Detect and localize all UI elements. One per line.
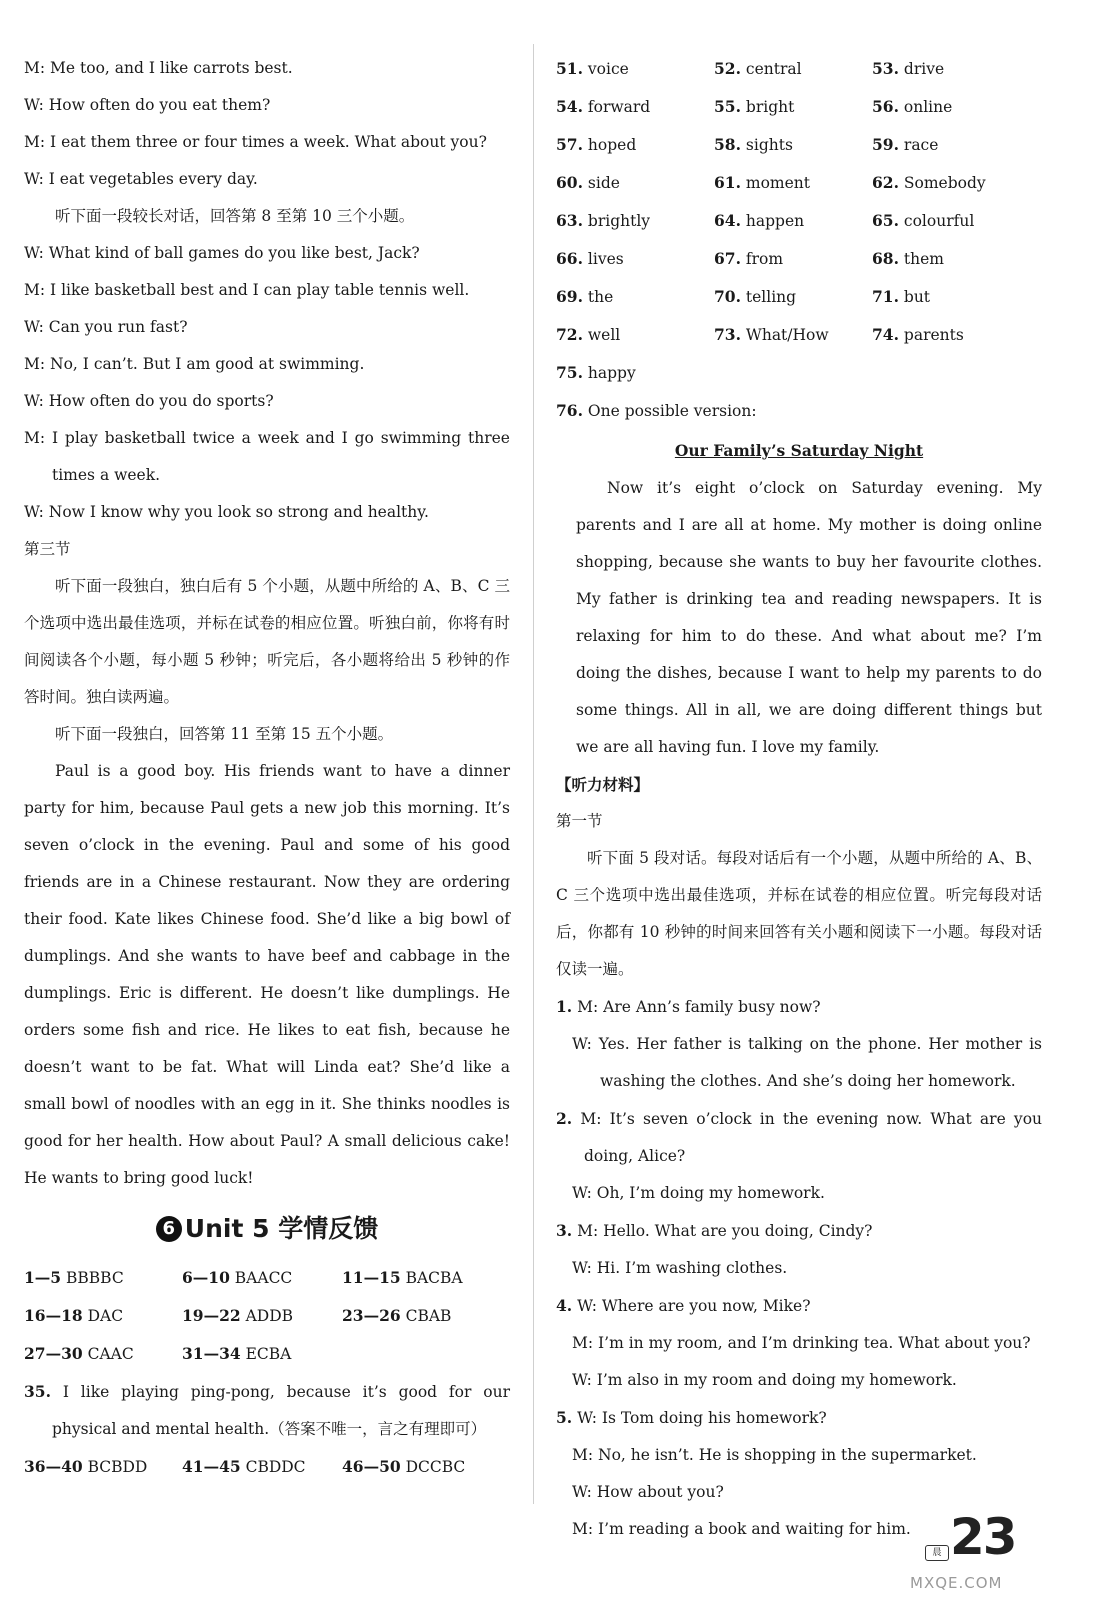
word-answer (714, 240, 872, 278)
word-text: voice (587, 60, 629, 78)
conversation-number: 1. (556, 997, 573, 1016)
conversation-line (556, 1026, 1042, 1100)
page-tag-icon: 晨 (925, 1545, 949, 1561)
word-number: 73. (714, 325, 741, 344)
dialogue-text: Hi. I’m washing clothes. (596, 1259, 788, 1277)
answer-letters: BCBDD (87, 1458, 148, 1476)
word-answers (556, 50, 1042, 392)
answer-cell (182, 1297, 342, 1335)
word-text: race (903, 136, 939, 154)
speaker: W: (24, 503, 44, 521)
word-answer (714, 88, 872, 126)
word-number: 70. (714, 287, 741, 306)
page-number: 23 (950, 1508, 1016, 1566)
word-text: colourful (903, 212, 975, 230)
speaker: W: (24, 318, 44, 336)
conversation-line (556, 988, 1042, 1026)
answer-cell (182, 1259, 342, 1297)
answer-cell (24, 1448, 182, 1486)
watermark-text: MXQE.COM (910, 1574, 1003, 1592)
word-text: well (587, 326, 621, 344)
speaker: W: (24, 244, 44, 262)
dialogue-text: Now I know why you look so strong and healthy. (48, 503, 429, 521)
word-answer (872, 278, 1030, 316)
word-answer (872, 164, 1030, 202)
word-answer (556, 50, 714, 88)
dialogue-text: It’s seven o’clock in the evening now. What are you doing, Alice? (584, 1110, 1043, 1165)
answer-range: 11—15 (342, 1268, 401, 1287)
answer-35: 35. I like playing ping-pong, because it’s good for our physical and mental health.（答案不唯一，言之有理即可） (24, 1382, 510, 1438)
word-number: 60. (556, 173, 583, 192)
word-text: telling (745, 288, 797, 306)
speaker: W: (572, 1184, 592, 1202)
word-number: 55. (714, 97, 741, 116)
dialogue-text: I’m also in my room and doing my homework. (596, 1371, 957, 1389)
word-answer (714, 50, 872, 88)
speaker: W: (24, 170, 44, 188)
conversation-line (556, 1362, 1042, 1399)
dialogue-text: I like basketball best and I can play table tennis well. (50, 281, 470, 299)
section-3-instruction: 听下面一段独白，独白后有 5 个小题，从题中所给的 A、B、C 三个选项中选出最佳选项，并标在试卷的相应位置。听独白前，你将有时间阅读各个小题，每小题 5 秒钟；听完后，各小题将给出 5 秒钟的作答时间。独白读两遍。 (24, 577, 510, 706)
word-number: 52. (714, 59, 741, 78)
dialogue-text: No, I can’t. But I am good at swimming. (50, 355, 365, 373)
dialogue-text: Is Tom doing his homework? (601, 1409, 827, 1427)
word-answer (556, 88, 714, 126)
word-number: 69. (556, 287, 583, 306)
answer-letters: DCCBC (405, 1458, 466, 1476)
word-number: 65. (872, 211, 899, 230)
dialogue-a (24, 50, 510, 198)
instruction-8-10: 听下面一段较长对话，回答第 8 至第 10 三个小题。 (55, 207, 415, 225)
word-number: 57. (556, 135, 583, 154)
dialogue-line (24, 420, 510, 494)
section-1-heading: 第一节 (556, 812, 603, 830)
word-number: 67. (714, 249, 741, 268)
word-number: 74. (872, 325, 899, 344)
speaker: M: (24, 429, 46, 447)
word-answer (714, 202, 872, 240)
speaker: W: (24, 392, 44, 410)
answer-row (24, 1335, 510, 1373)
word-answer (556, 240, 714, 278)
instruction-11-15: 听下面一段独白，回答第 11 至第 15 五个小题。 (55, 725, 394, 743)
conversation-line (556, 1474, 1042, 1511)
speaker: M: (24, 59, 46, 77)
word-number: 56. (872, 97, 899, 116)
conversation-number: 5. (556, 1408, 573, 1427)
word-text: hoped (587, 136, 637, 154)
word-text: happen (745, 212, 805, 230)
answer-cell (342, 1259, 492, 1297)
unit-title-text: Unit 5 学情反馈 (184, 1214, 379, 1243)
word-text: side (587, 174, 620, 192)
word-text: from (745, 250, 784, 268)
speaker: M: (24, 281, 46, 299)
answer-row (24, 1259, 510, 1297)
word-number: 63. (556, 211, 583, 230)
word-text: parents (903, 326, 964, 344)
word-number: 72. (556, 325, 583, 344)
speaker: M: (577, 998, 599, 1016)
word-text: moment (745, 174, 811, 192)
dialogue-line (24, 494, 510, 531)
dialogue-line (24, 124, 510, 161)
speaker: M: (24, 133, 46, 151)
word-text: brightly (587, 212, 651, 230)
dialogue-text: I’m in my room, and I’m drinking tea. What about you? (598, 1334, 1031, 1352)
speaker: W: (572, 1259, 592, 1277)
word-answer (714, 316, 872, 354)
answer-key (24, 1259, 510, 1373)
dialogue-text: Oh, I’m doing my homework. (596, 1184, 825, 1202)
answer-cell (182, 1448, 342, 1486)
word-text: bright (745, 98, 795, 116)
answer-letters: CBDDC (245, 1458, 306, 1476)
word-text: them (903, 250, 944, 268)
word-number: 51. (556, 59, 583, 78)
dialogue-text: I play basketball twice a week and I go swimming three times a week. (51, 429, 510, 484)
section-1-instruction: 听下面 5 段对话。每段对话后有一个小题，从题中所给的 A、B、C 三个选项中选出最佳选项，并标在试卷的相应位置。听完每段对话后，你都有 10 秒钟的时间来回答有关小题和阅读下一小题。每段对话仅读一遍。 (556, 849, 1042, 978)
answer-range: 27—30 (24, 1344, 83, 1363)
word-answer (556, 354, 714, 392)
word-text: happy (587, 364, 636, 382)
left-column (24, 50, 510, 1486)
dialogue-text: I eat them three or four times a week. What about you? (50, 133, 487, 151)
speaker: M: (572, 1446, 594, 1464)
dialogue-b (24, 235, 510, 531)
dialogue-text: I eat vegetables every day. (48, 170, 258, 188)
answer-letters: BBBBC (66, 1269, 124, 1287)
word-number: 61. (714, 173, 741, 192)
word-text: online (903, 98, 953, 116)
word-text: but (903, 288, 931, 306)
dialogue-text: Yes. Her father is talking on the phone. Her mother is washing the clothes. And she’s doing her homework. (598, 1035, 1042, 1090)
answer-cell (24, 1297, 182, 1335)
answer-cell (182, 1335, 342, 1373)
word-answer (556, 126, 714, 164)
dialogue-text: Are Ann’s family busy now? (603, 998, 821, 1016)
word-answer (872, 316, 1030, 354)
speaker: W: (577, 1409, 597, 1427)
speaker: M: (24, 355, 46, 373)
speaker: M: (572, 1520, 594, 1538)
monologue-text: Paul is a good boy. His friends want to have a dinner party for him, because Paul gets a new job this morning. It’s seven o’clock in the evening. Paul and some of his good friends are in a Chinese restaurant. Now they are ordering their food. Kate likes Chinese food. She’d like a big bowl of dumplings. And she wants to have beef and cabbage in the dumplings. Eric is different. He doesn’t like dumplings. He orders some fish and rice. He likes to eat fish, because he doesn’t want to be fat. What will Linda eat? She’d like a small bowl of noodles with an egg in it. She thinks noodles is good for her health. How about Paul? A small delicious cake! He wants to bring good luck! (24, 762, 510, 1187)
word-text: sights (745, 136, 793, 154)
speaker: W: (577, 1297, 597, 1315)
answer-range: 31—34 (182, 1344, 241, 1363)
answer-76: 76. One possible version: (556, 401, 757, 420)
answer-cell (24, 1335, 182, 1373)
unit-number-badge: 6 (156, 1216, 182, 1242)
answer-range: 6—10 (182, 1268, 230, 1287)
conversations (556, 988, 1042, 1548)
conversation-number: 4. (556, 1296, 573, 1315)
word-number: 71. (872, 287, 899, 306)
answer-range: 1—5 (24, 1268, 62, 1287)
dialogue-line (24, 235, 510, 272)
word-answer (872, 50, 1030, 88)
conversation-line (556, 1325, 1042, 1362)
answer-range: 23—26 (342, 1306, 401, 1325)
word-number: 54. (556, 97, 583, 116)
right-column (556, 50, 1042, 1548)
answer-range: 41—45 (182, 1457, 241, 1476)
dialogue-line (24, 50, 510, 87)
answer-range: 19—22 (182, 1306, 241, 1325)
speaker: M: (580, 1110, 602, 1128)
word-text: the (587, 288, 614, 306)
listening-material-label: 【听力材料】 (556, 775, 650, 794)
word-text: central (745, 60, 802, 78)
dialogue-line (24, 161, 510, 198)
speaker: W: (572, 1371, 592, 1389)
speaker: W: (24, 96, 44, 114)
word-text: Somebody (903, 174, 986, 192)
conversation-line (556, 1287, 1042, 1325)
column-divider (533, 44, 534, 1504)
word-answer (714, 278, 872, 316)
word-answer (556, 316, 714, 354)
answer-row-36-50 (24, 1448, 510, 1486)
dialogue-text: Hello. What are you doing, Cindy? (603, 1222, 873, 1240)
word-number: 75. (556, 363, 583, 382)
dialogue-text: How often do you do sports? (48, 392, 274, 410)
answer-letters: DAC (87, 1307, 124, 1325)
speaker: M: (572, 1334, 594, 1352)
conversation-line (556, 1399, 1042, 1437)
answer-letters: ADDB (245, 1307, 294, 1325)
word-answer (556, 202, 714, 240)
word-answer (556, 278, 714, 316)
section-3-heading: 第三节 (24, 540, 71, 558)
word-answer (872, 88, 1030, 126)
word-answer (714, 126, 872, 164)
dialogue-text: What kind of ball games do you like best, Jack? (48, 244, 420, 262)
answer-cell (24, 1259, 182, 1297)
dialogue-text: How often do you eat them? (48, 96, 271, 114)
word-number: 58. (714, 135, 741, 154)
answer-letters: BAACC (234, 1269, 293, 1287)
word-answer (556, 164, 714, 202)
dialogue-text: Where are you now, Mike? (601, 1297, 811, 1315)
word-answer (872, 202, 1030, 240)
dialogue-text: No, he isn’t. He is shopping in the supermarket. (598, 1446, 977, 1464)
dialogue-text: Can you run fast? (48, 318, 188, 336)
speaker: W: (572, 1035, 592, 1053)
speaker: W: (572, 1483, 592, 1501)
word-number: 59. (872, 135, 899, 154)
conversation-line (556, 1250, 1042, 1287)
conversation-line (556, 1175, 1042, 1212)
answer-letters: CAAC (87, 1345, 134, 1363)
conversation-number: 3. (556, 1221, 573, 1240)
essay-title: Our Family’s Saturday Night (674, 441, 924, 460)
answer-range: 46—50 (342, 1457, 401, 1476)
conversation-line (556, 1212, 1042, 1250)
dialogue-text: Me too, and I like carrots best. (50, 59, 293, 77)
dialogue-line (24, 346, 510, 383)
unit-title (24, 1209, 510, 1245)
answer-letters: CBAB (405, 1307, 452, 1325)
word-text: drive (903, 60, 945, 78)
answer-cell (342, 1297, 492, 1335)
word-answer (872, 126, 1030, 164)
answer-cell (342, 1448, 492, 1486)
answer-range: 16—18 (24, 1306, 83, 1325)
word-number: 64. (714, 211, 741, 230)
word-number: 66. (556, 249, 583, 268)
speaker: M: (577, 1222, 599, 1240)
essay-body: Now it’s eight o’clock on Saturday evening. My parents and I are all at home. My mother is doing online shopping, because she wants to buy her favourite clothes. My father is drinking tea and reading newspapers. It is relaxing for him to do these. And what about me? I’m doing the dishes, because I want to help my parents to do some things. All in all, we are doing different things but we are all having fun. I love my family. (576, 479, 1042, 756)
dialogue-line (24, 272, 510, 309)
answer-row (24, 1297, 510, 1335)
word-number: 53. (872, 59, 899, 78)
answer-letters: BACBA (405, 1269, 463, 1287)
answer-letters: ECBA (245, 1345, 292, 1363)
word-text: lives (587, 250, 624, 268)
conversation-line (556, 1100, 1042, 1175)
dialogue-text: I’m reading a book and waiting for him. (598, 1520, 911, 1538)
dialogue-line (24, 309, 510, 346)
conversation-line (556, 1437, 1042, 1474)
dialogue-line (24, 383, 510, 420)
word-number: 68. (872, 249, 899, 268)
word-number: 62. (872, 173, 899, 192)
word-text: forward (587, 98, 651, 116)
conversation-number: 2. (556, 1109, 573, 1128)
answer-range: 36—40 (24, 1457, 83, 1476)
word-answer (714, 164, 872, 202)
word-text: What/How (745, 326, 829, 344)
word-answer (872, 240, 1030, 278)
dialogue-line (24, 87, 510, 124)
dialogue-text: How about you? (596, 1483, 724, 1501)
